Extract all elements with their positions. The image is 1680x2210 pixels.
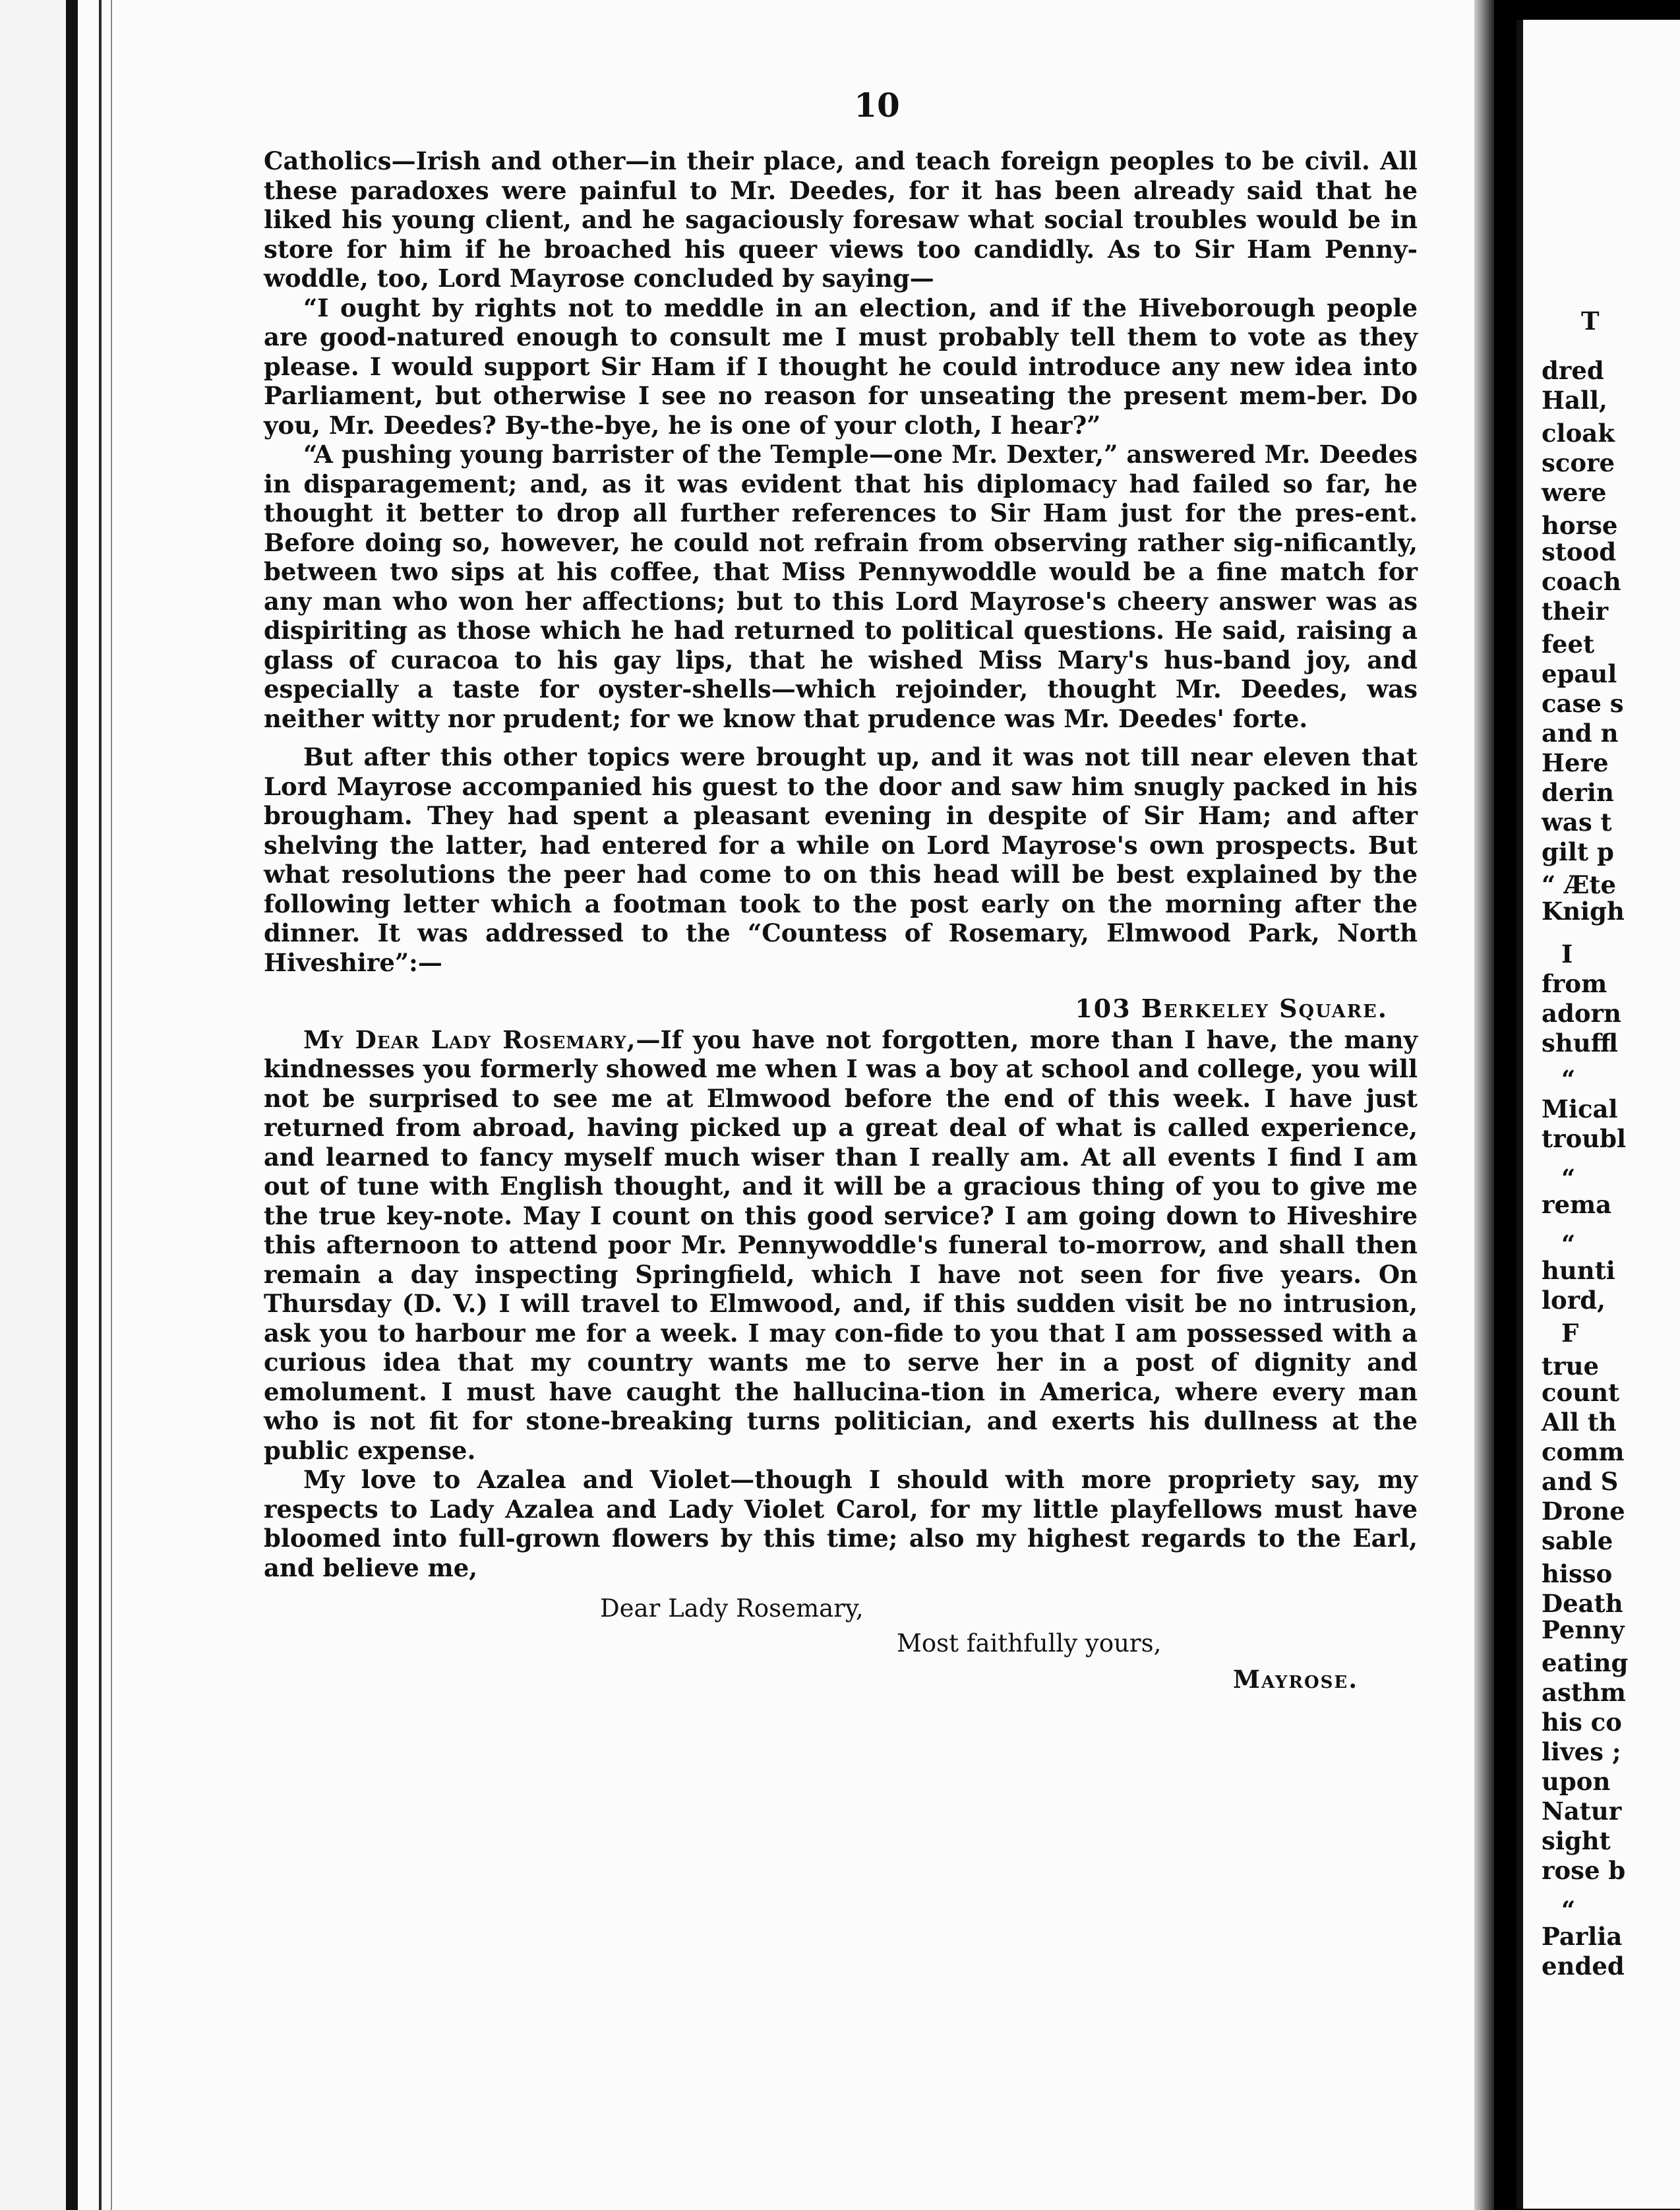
facing-page-line: “ — [1561, 1896, 1576, 1925]
facing-page-line: coach — [1542, 567, 1621, 596]
letter-signature: Mayrose. — [1233, 1665, 1359, 1694]
facing-page-line: epaul — [1542, 659, 1617, 688]
facing-page-line: Hall, — [1542, 386, 1607, 415]
facing-page-line: from — [1542, 969, 1607, 998]
facing-page-line: troubl — [1542, 1124, 1627, 1153]
facing-page-line: “ — [1561, 1065, 1576, 1094]
paragraph: But after this other topics were brought up, and it was not till near eleven that Lord Mayrose accompanied his guest to the door and saw him snugly packed in his brougham. They had spent a pleasant evening in despite of Sir Ham; and after shelving the latter, had entered for a while on Lord Mayrose's own prospects. But what resolutions the peer had come to on this head will be best explained by the following letter which a footman took to the post early on the morning after the dinner. It was addressed to the “Countess of Rosemary, Elmwood Park, North Hiveshire”:— — [264, 742, 1418, 977]
facing-page-line: adorn — [1542, 999, 1621, 1028]
facing-page-line: Parlia — [1542, 1922, 1623, 1951]
facing-page-line: Mical — [1542, 1094, 1618, 1123]
facing-page-line: Drone — [1542, 1497, 1625, 1526]
facing-page-line: T — [1581, 307, 1600, 336]
facing-page-line: horse — [1542, 511, 1618, 540]
facing-page-line: “ Æte — [1542, 870, 1617, 899]
facing-page-line: Knigh — [1542, 897, 1625, 926]
facing-page-line: “ — [1561, 1230, 1576, 1259]
facing-page-line: asthm — [1542, 1678, 1626, 1707]
facing-page-line: count — [1542, 1378, 1620, 1407]
facing-page-line: comm — [1542, 1437, 1625, 1466]
facing-page-line: “ — [1561, 1164, 1576, 1193]
facing-page-line: Here — [1542, 748, 1609, 777]
facing-page-line: Penny — [1542, 1615, 1625, 1644]
facing-page-line: score — [1542, 448, 1615, 477]
facing-page-line: stood — [1542, 537, 1617, 566]
letter-closing: Most faithfully yours, — [897, 1628, 1162, 1658]
facing-page-line: Death — [1542, 1589, 1623, 1618]
scanner-edge — [0, 0, 73, 2210]
facing-page-line: case s — [1542, 689, 1624, 718]
facing-page-line: cloak — [1542, 419, 1615, 448]
letter-body-text: —If you have not forgotten, more than I have, the many kindnesses you formerly showed me when I was a boy at school and college, you will not be surprised to see me at Elmwood before the end of this week. I have just returned from abroad, having picked up a great deal of what is called experience, and learned to fancy myself much wiser than I really am. At all events I find I am out of tune with English thought, and it will be a gracious thing of you to give me the true key-note. May I count on this good service? I am going down to Hiveshire this afternoon to attend poor Mr. Pennywoddle's funeral to-morrow, and shall then remain a day inspecting Springfield, which I have not seen for five years. On Thursday (D. V.) I will travel to Elmwood, and, if this sudden visit be no intrusion, ask you to harbour me for a week. I may con-fide to you that I am possessed with a curious idea that my country wants me to serve her in a post of dignity and emolument. I must have caught the hallucina-tion in America, where every man who is not fit for stone-breaking turns politician, and exerts his dullness at the public expense. — [264, 1025, 1418, 1465]
facing-page-line: true — [1542, 1352, 1600, 1381]
letter-body: My love to Azalea and Violet—though I should with more propriety say, my respects to Lady Azalea and Lady Violet Carol, for my little playfellows must have bloomed into full-grown flowers by this time; also my highest regards to the Earl, and believe me, — [264, 1465, 1418, 1582]
facing-page-line: gilt p — [1542, 837, 1614, 866]
facing-page-line: their — [1542, 597, 1609, 626]
letter-body — [264, 1025, 1418, 1466]
letter-salutation: My Dear Lady Rosemary, — [303, 1025, 636, 1054]
page-number: 10 — [854, 86, 900, 125]
facing-page-line: All th — [1542, 1408, 1617, 1437]
letter-address: 103 Berkeley Square. — [1075, 994, 1388, 1023]
facing-page-line: and S — [1542, 1467, 1619, 1496]
facing-page-line: hunti — [1542, 1256, 1615, 1285]
facing-page — [1516, 20, 1680, 2209]
facing-page-line: F — [1561, 1319, 1579, 1348]
facing-page-line: upon — [1542, 1767, 1611, 1796]
paragraph: “I ought by rights not to meddle in an election, and if the Hiveborough people are good-natured enough to consult me I must probably tell them to vote as they please. I would support Sir Ham if I thought he could introduce any new idea into Parliament, but otherwise I see no reason for unseating the present mem-ber. Do you, Mr. Deedes? By-the-bye, he is one of your cloth, I hear?” — [264, 293, 1418, 440]
facing-page-line: shuffl — [1542, 1029, 1618, 1058]
facing-page-line: feet — [1542, 630, 1595, 659]
facing-page-line: lord, — [1542, 1286, 1605, 1315]
facing-page-line: rema — [1542, 1190, 1612, 1219]
facing-page-line: rose b — [1542, 1856, 1626, 1885]
paragraph: Catholics—Irish and other—in their place, and teach foreign peoples to be civil. All these paradoxes were painful to Mr. Deedes, for it has been already said that he liked his young client, and he sagaciously foresaw what social troubles would be in store for him if he broached his queer views too candidly. As to Sir Ham Penny-woddle, too, Lord Mayrose concluded by saying— — [264, 146, 1418, 293]
letter-closing: Dear Lady Rosemary, — [600, 1594, 864, 1623]
facing-page-line: lives ; — [1542, 1737, 1621, 1766]
binding-rule-faint — [111, 0, 112, 2210]
facing-page-line: Natur — [1542, 1797, 1622, 1826]
facing-page-line: hisso — [1542, 1559, 1613, 1588]
facing-page-line: was t — [1542, 808, 1612, 837]
facing-page-line: I — [1561, 940, 1573, 969]
text-column — [264, 146, 1418, 1694]
facing-page-line: his co — [1542, 1708, 1622, 1737]
facing-page-line: dred — [1542, 356, 1604, 385]
facing-page-line: derin — [1542, 778, 1614, 807]
facing-page-line: eating — [1542, 1648, 1629, 1677]
facing-page-line: sight — [1542, 1826, 1611, 1855]
paragraph: “A pushing young barrister of the Temple—one Mr. Dexter,” answered Mr. Deedes in disparagement; and, as it was evident that his diplomacy had failed so far, he thought it better to drop all further references to Sir Ham just for the pres-ent. Before doing so, however, he could not refrain from observing rather sig-nificantly, between two sips at his coffee, that Miss Pennywoddle would be a fine match for any man who won her affections; but to this Lord Mayrose's cheery answer was as dispiriting as those which he had returned to political questions. He said, raising a glass of curacoa to his gay lips, that he wished Miss Mary's hus-band joy, and especially a taste for oyster-shells—which rejoinder, thought Mr. Deedes, was neither witty nor prudent; for we know that prudence was Mr. Deedes' forte. — [264, 440, 1418, 733]
facing-page-line: and n — [1542, 719, 1619, 748]
facing-page-line: ended — [1542, 1952, 1625, 1981]
facing-page-line: were — [1542, 478, 1607, 507]
page-fold-shadow — [1474, 0, 1494, 2210]
binding-rule — [99, 0, 102, 2210]
facing-page-line: sable — [1542, 1526, 1613, 1555]
